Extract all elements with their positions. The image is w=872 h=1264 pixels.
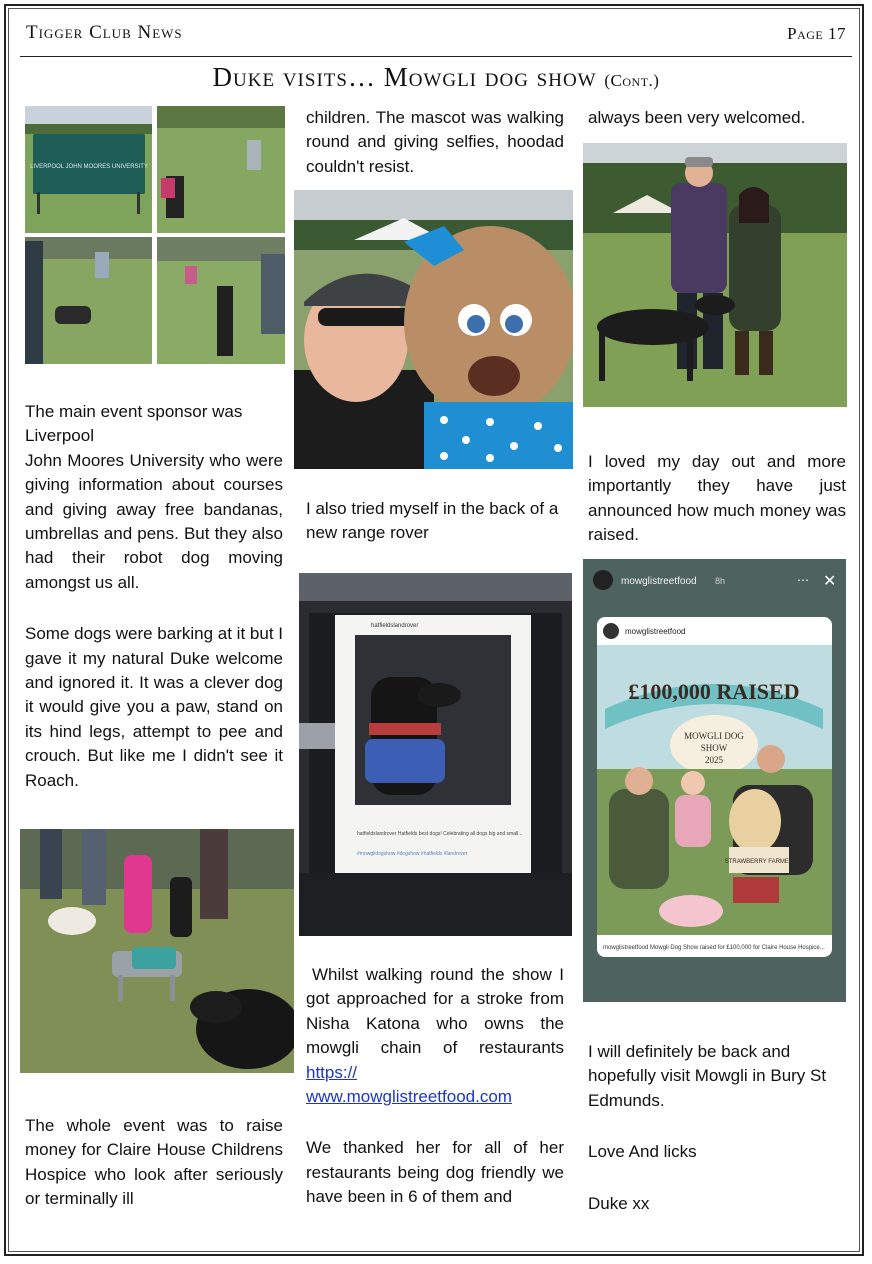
welcomed-line: always been very welcomed. bbox=[588, 108, 806, 127]
event-name-2: SHOW bbox=[700, 743, 728, 753]
thanks-paragraph: We thanked her for all of her restaurants being dog friendly we have been in 6 of them and bbox=[306, 1138, 564, 1207]
photo-robot-dog bbox=[20, 829, 294, 1073]
newsletter-name: Tigger Club News bbox=[26, 22, 183, 43]
event-year: 2025 bbox=[705, 755, 723, 765]
article-title bbox=[0, 62, 872, 93]
photo-mascot-selfie bbox=[294, 190, 573, 469]
article-title-suffix: (Cont.) bbox=[604, 71, 660, 90]
range-rover-paragraph: I also tried myself in the back of a new range rover bbox=[306, 499, 559, 543]
frame-account: hatfieldslandrover bbox=[371, 623, 419, 629]
mowgli-link-part2[interactable]: www.mowglistreetfood.com bbox=[306, 1087, 512, 1107]
nisha-paragraph bbox=[306, 963, 564, 1109]
frame-tags: #mowglidogshow #dogshow #hatfields #landrover bbox=[357, 851, 468, 857]
banner-text: LIVERPOOL JOHN MOORES UNIVERSITY bbox=[30, 164, 148, 170]
col3-text-bottom bbox=[588, 1040, 846, 1216]
photo-collage bbox=[25, 106, 285, 364]
barking-paragraph: Some dogs were barking at it but I gave it my natural Duke welcome and ignored it. It was a clever dog it would give you a paw, stand on its hind legs, attempt to pee and crouch. But like me I didn't see it Roach. bbox=[25, 624, 283, 790]
page-number: Page 17 bbox=[787, 24, 846, 43]
col2-text-bottom bbox=[306, 963, 564, 1210]
raised-headline: £100,000 RAISED bbox=[628, 679, 800, 704]
insta-username: mowglistreetfood bbox=[621, 576, 697, 587]
col3-text-top bbox=[588, 106, 846, 130]
article-title-main: Duke visits… Mowgli dog show bbox=[212, 62, 597, 92]
sign-text: STRAWBERRY FARMER bbox=[724, 859, 794, 865]
col2-text-top bbox=[306, 106, 564, 179]
photo-range-rover bbox=[299, 573, 572, 936]
col2-text-mid bbox=[306, 497, 564, 546]
col1-text-bottom bbox=[25, 1114, 283, 1212]
day-out-paragraph: I loved my day out and more importantly they have just announced how much money was raised. bbox=[588, 452, 846, 545]
more-icon: ⋯ bbox=[797, 573, 809, 587]
close-icon: ✕ bbox=[823, 573, 837, 590]
frame-caption: hatfieldslandrover Hatfields best dogs! Celebrating all dogs big and small... bbox=[357, 831, 523, 837]
sign-off-love: Love And licks bbox=[588, 1142, 697, 1162]
photo-couple-with-dog bbox=[583, 143, 847, 407]
sign-off-duke: Duke xx bbox=[588, 1193, 650, 1213]
insta-inner-username: mowglistreetfood bbox=[625, 627, 686, 636]
charity-paragraph: The whole event was to raise money for Claire House Childrens Hospice who look after seriously or terminally ill bbox=[25, 1116, 283, 1209]
insta-time: 8h bbox=[715, 576, 726, 586]
event-name-1: MOWGLI DOG bbox=[684, 731, 744, 741]
mascot-paragraph: children. The mascot was walking round and giving selfies, hoodad couldn't resist. bbox=[306, 108, 564, 176]
sponsor-paragraph-b: John Moores University who were giving information about courses and giving away free bandanas, umbrellas and pens. But they also had their robot dog moving amongst us all. bbox=[25, 450, 283, 592]
sponsor-paragraph-a: The main event sponsor was Liverpool bbox=[25, 402, 243, 446]
col1-text-top bbox=[25, 400, 283, 793]
header-rule bbox=[20, 56, 852, 57]
insta-caption: mowglistreetfood Mowgli Dog Show raised for £100,000 for Claire House Hospice... bbox=[603, 945, 825, 951]
col3-text-mid bbox=[588, 450, 846, 548]
nisha-text: Whilst walking round the show I got approached for a stroke from Nisha Katona who owns the mowgli chain of restaurants bbox=[306, 965, 564, 1058]
instagram-post-screenshot bbox=[583, 559, 846, 1002]
back-again-paragraph: I will definitely be back and hopefully visit Mowgli in Bury St Edmunds. bbox=[588, 1042, 827, 1110]
mowgli-link-part1[interactable]: https:// bbox=[306, 1062, 358, 1082]
